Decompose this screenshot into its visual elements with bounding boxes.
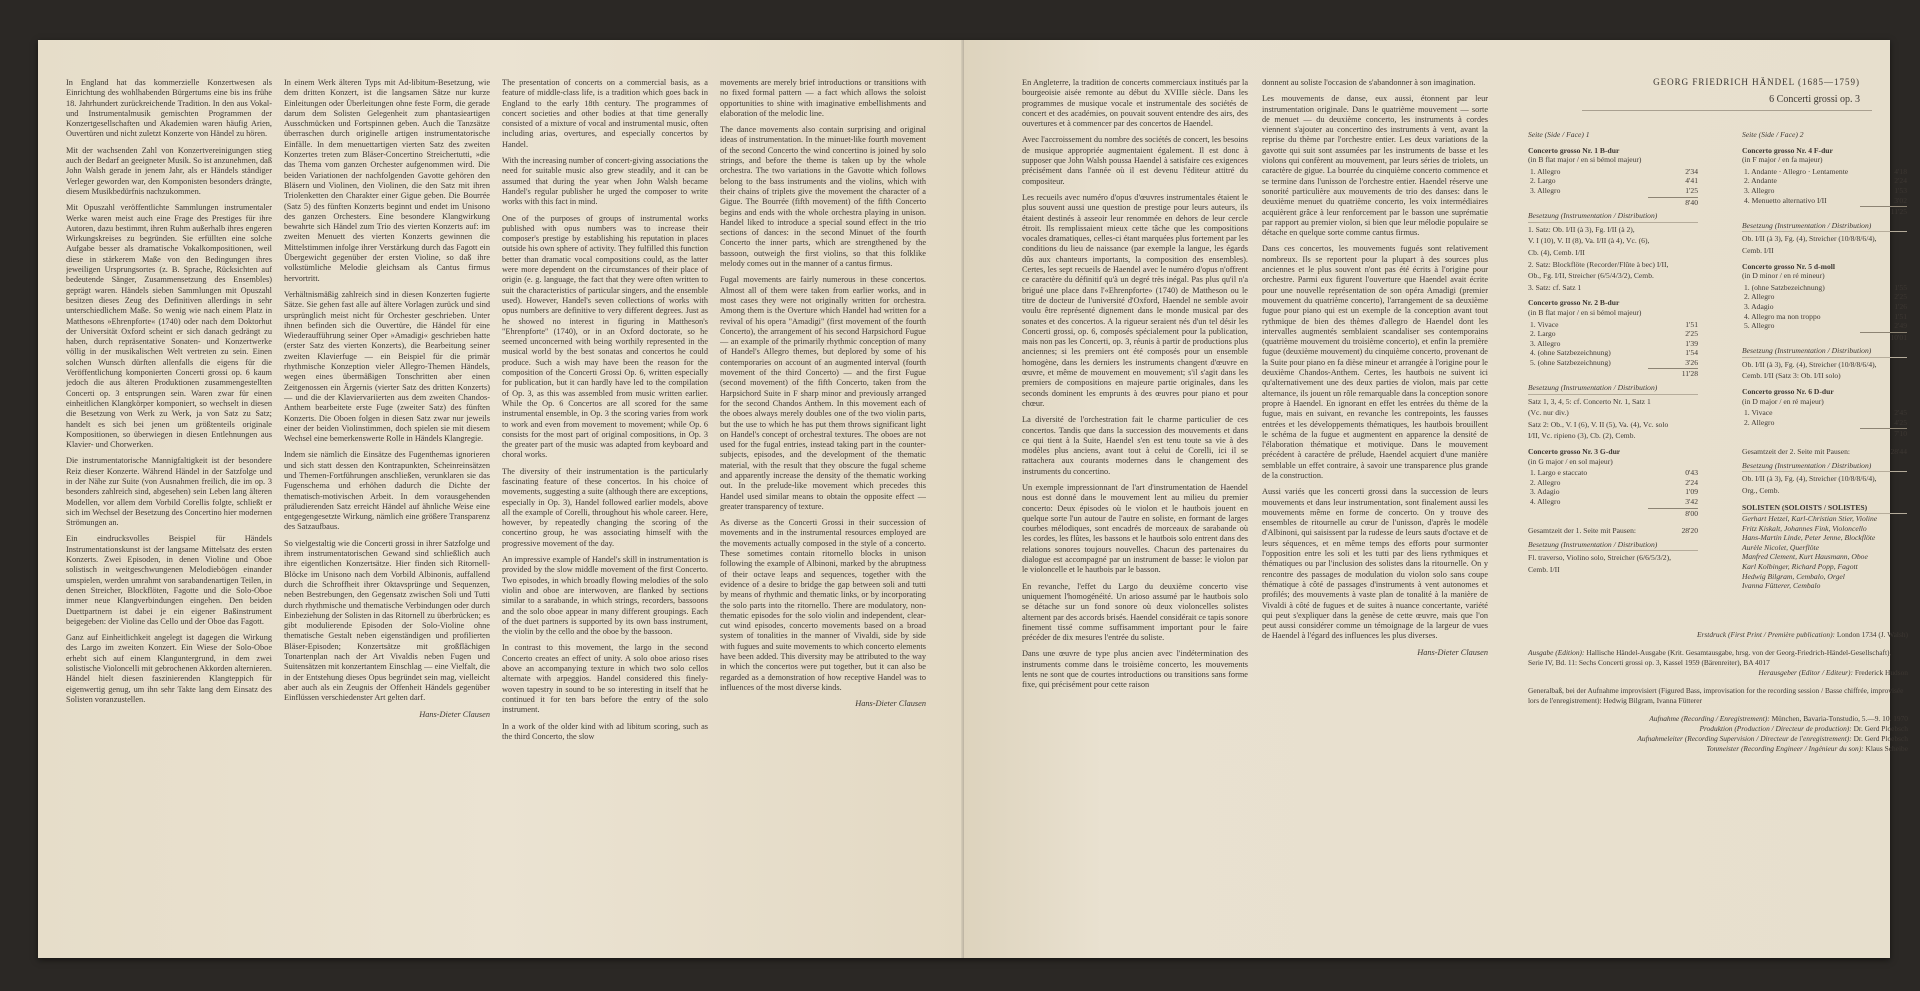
concerto-total: 7'10 xyxy=(1860,428,1907,439)
movement-row xyxy=(1742,292,1907,302)
german-text-column xyxy=(66,78,272,936)
instrumentation-line: Fl. traverso, Violino solo, Streicher (6/6/5/3/2), xyxy=(1528,553,1672,563)
text-paragraph: In contrast to this movement, the largo in the second Concerto creates an effect of unity. A solo oboe arioso rises above an accompanying texture in which two solo cellos alternate with arpeggios. Handel considered this finely-woven tapestry in sound to be so interesting in itself that he continued it for ten bars before the entry of the solo instrument. xyxy=(502,643,708,715)
soloist-entry: Ivanna Fütterer, Cembalo xyxy=(1742,581,1821,591)
instrumentation-line: Ob. I/II (à 3), Fg. (4), Streicher (10/8/8/6/4), xyxy=(1742,474,1877,484)
text-paragraph: Die instrumentatorische Mannigfaltigkeit ist der besondere Reiz dieser Konzerte. Während Händel in der Satzfolge und in der Nähe zur Suite (von Ausnahmen freilich, die im op. 3 besonders zahlreich sind, abgesehen) sein Leben lang älteren Modellen, vor allem dem Vorbild Corellis folgte, schließt er sich im Wechsel der Besetzung des Concertino hier modernen Strömungen an. xyxy=(66,456,272,528)
text-paragraph: movements are merely brief introductions or transitions with no fixed formal pattern — a fact which allows the soloist opportunities to shine with imaginative embellishments and elaboration of the melodic line. xyxy=(720,78,926,118)
movement-title: 2. Allegro xyxy=(1744,417,1775,427)
erstdruck-value: London 1734 (J. Walsh) xyxy=(1836,630,1908,639)
work-title: 6 Concerti grossi op. 3 xyxy=(1769,94,1860,105)
text-paragraph: As diverse as the Concerti Grossi in their succession of movements and in the instrumental resources employed are the movements actually composed in the style of a concerto. These sometimes contain ritornello blocks in unison following the example of Albinoni, marked by the abruptness of their octave leaps and sequences, together with the evidence of a desire to bridge the gap between soli and tutti by means of rhythmic and thematic links, or by incorporating the solo parts into the ritornello. There are modulatory, non-thematic episodes for the solo violin and independent, clear-cut wind episodes, concerto movements based on a broad system of tonalities in the manner of Vivaldi, side by side with fugues and suite movements to which concerto elements have been added. This diversity may be attributed to the way in which the concertos were put together, but it can also be regarded as a demonstration of how receptive Handel was to influences of the most diverse kinds. xyxy=(720,518,926,692)
movement-title: 3. Adagio xyxy=(1744,301,1774,311)
movement-title: 1. Vivace xyxy=(1744,408,1773,418)
soloists-heading: SOLISTEN (SOLOISTS / SOLISTES) xyxy=(1742,503,1907,514)
instrumentation-line: 1. Satz: Ob. I/II (à 3), Fg. I/II (à 2), xyxy=(1528,224,1635,234)
movement-row xyxy=(1528,329,1698,339)
movement-row xyxy=(1528,167,1698,177)
movement-title: 3. Allegro xyxy=(1744,185,1775,195)
movement-duration: 1'26 xyxy=(1894,301,1907,311)
movement-duration: 3'26 xyxy=(1685,357,1698,367)
movement-duration: 3'02 xyxy=(1894,195,1907,205)
movement-duration: 2'24 xyxy=(1894,176,1907,186)
movement-duration: 1'39 xyxy=(1685,338,1698,348)
leitung-label: Aufnahmeleiter (Recording Supervision / Directeur de l'enregistrement): xyxy=(1637,734,1852,743)
soloist-entry: Karl Kolbinger, Richard Popp, Fagott xyxy=(1742,561,1858,571)
text-paragraph: Avec l'accroissement du nombre des sociétés de concert, les besoins de musique appropriée augmentaient également. Il est donc à supposer que John Walsh poussa Haendel à satisfaire ces exigences précisément dans l'année où il est devenu l'éditeur attitré du compositeur. xyxy=(1022,135,1248,186)
concerto-title: Concerto grosso Nr. 5 d-moll xyxy=(1742,261,1836,271)
album-liner-sheet xyxy=(38,40,1908,958)
instrumentation-line: Cemb. I/II (Satz 3: Ob. I/II solo) xyxy=(1742,371,1841,381)
aufnahme-value: München, Bavaria-Tonstudio, 5.—9. 10. 1970 xyxy=(1771,714,1908,723)
recording-credits xyxy=(1528,630,1908,754)
tonmeister-label: Tonmeister (Recording Engineer / Ingénieur du son): xyxy=(1706,744,1864,753)
movement-duration: 2'25 xyxy=(1894,292,1907,302)
author-signature: Hans-Dieter Clausen xyxy=(855,699,926,709)
instrumentation-line: (Vc. nur div.) xyxy=(1528,408,1569,418)
movement-row xyxy=(1528,186,1698,196)
movement-duration: 1'55 xyxy=(1894,282,1907,292)
side-1-listing xyxy=(1528,130,1698,575)
instrumentation-line: Cb. (4), Cemb. I/II xyxy=(1528,247,1585,257)
herausgeber-value: Frederick Hudson xyxy=(1854,668,1908,677)
movement-row xyxy=(1742,408,1907,418)
text-paragraph: The presentation of concerts on a commercial basis, as a feature of middle-class life, is a tradition which goes back in England to the early 18th century. The programmes of concert societies and other bodies at that time generally consisted of a mixture of vocal and instrumental music, often including arias, overtures, and especially concertos by Handel. xyxy=(502,78,708,149)
movement-title: 2. Andante xyxy=(1744,176,1777,186)
concerto-key: (in D major / en ré majeur) xyxy=(1742,396,1824,406)
left-page xyxy=(38,40,964,958)
text-paragraph: The dance movements also contain surprising and original ideas of instrumentation. In the minuet-like fourth movement of the second Concerto the wind concertino is joined by solo strings, and before the theme is taken up by the whole orchestra. The two variations in the Gavotte which follows belong to the bass instruments and the violins, which with their chains of triplets give the movement the character of a Gigue. The Bourrée (fifth movement) of the fifth Concerto begins and ends with the whole orchestra playing in unison. Handel liked to introduce a special sound effect in the trio sections of dances: in the second Minuet of the fourth Concerto the inner parts, which are strengthened by the bassoon, outweigh the first violins, so that this folklike melody comes out in the manner of a cantus firmus. xyxy=(720,125,926,269)
soloist-entry: Aurèle Nicolet, Querflöte xyxy=(1742,542,1819,552)
french-text-column-2 xyxy=(1262,78,1488,936)
movement-row xyxy=(1742,176,1907,186)
text-paragraph: Les recueils avec numéro d'opus d'œuvres instrumentales étaient le plus souvent aussi une question de prestige pour leurs auteurs, ils étaient destinés à asseoir leur renommée en dehors de leur cercle étroit. Ils remplissaient mieux cette tâche que les compositions vocales dramatiques, celles-ci étant marquées plus fortement par les conditions du lieu de naissance (par exemple la langue, les égards dûs aux chanteurs importants, la composition des ensembles). Certes, les sept recueils de Haendel avec le numéro d'opus n'offrent ce caractère du définitif qu'à un degré très inégal. Pas plus qu'il n'a brigué une place dans l'«Ehrenpforte» (1740) de Mattheson ou le titre de docteur de l'université d'Oxford, Haendel ne semble avoir voulu être représenté dignement dans le monde musical par des sonates et des concertos. A la rigueur seraient nés d'un tel désir les Concerti grossi, op. 6, composés spécialement pour la publication, mais non pas les Concerti, op. 3, réunis à partir de productions plus anciennes; si les premiers ont été composés pour un ensemble homogène, dans les derniers les instruments changent d'œuvre en œuvre, et même de mouvement en mouvement; s'il s'agit dans les premiers de compositions en majeure partie originales, dans les seconds dominent les emprunts à des œuvres pour piano et pour chœur. xyxy=(1022,192,1248,408)
movement-row xyxy=(1742,167,1907,177)
side-label: Seite (Side / Face) 2 xyxy=(1742,130,1804,139)
side-total-value: 28'20 xyxy=(1681,526,1698,536)
side-total-value: 28'44 xyxy=(1890,447,1907,457)
english-text-column xyxy=(502,78,708,936)
text-paragraph: Mit der wachsenden Zahl von Konzertvereinigungen stieg auch der Bedarf an geeigneter Musik. So ist anzunehmen, daß John Walsh gerade in jenem Jahr, als er Händels ständiger Verleger geworden war, den Komponisten besonders drängte, diesem Musikbedürfnis nachzukommen. xyxy=(66,145,272,196)
text-paragraph: Ganz auf Einheitlichkeit angelegt ist dagegen die Wirkung des Largo im zweiten Konzert. Ein Wiese der Solo-Oboe erhebt sich auf einem Klanguntergrund, in dem zwei solistische Violoncelli mit gebrochenen Akkorden alternieren. Händel hielt diesen faszinierenden Klangteppich für eigenwertig genug, um ihn sehr Takte lang dem Einsatz des Solisten voranzustellen. xyxy=(66,633,272,704)
header-rule xyxy=(1582,110,1872,111)
soloist-entry: Manfred Clement, Kurt Hausmann, Oboe xyxy=(1742,552,1868,562)
movement-title: 5. (ohne Satzbezeichnung) xyxy=(1530,357,1611,367)
text-paragraph: Dans ces concertos, les mouvements fugués sont relativement nombreux. Ils se reportent pour la plupart à des sources plus anciennes et le plus souvent n'ont pas été écrits à l'origine pour orchestre. Parmi eux figurent l'ouverture que Haendel avait écrite pour une nouvelle représentation de son opéra Amadigi (premier mouvement du quatrième concerto), l'arrangement de sa deuxième fugue pour piano qui est un exemple de la conception avant tout rythmique de bien des thèmes d'allegro de Haendel dont les intervalles augmentés semblaient scandaliser ses contemporains (quatrième mouvement du troisième concerto), et enfin la première fugue (deuxième mouvement) du cinquième concerto, provenant de la Suite pour piano en fa dièse mineur et arrangée à l'origine pour le deuxième Chandos-Anthem. Certes, les hautbois ne suivent ici qu'alternativement une des deux parties de violon, mais par cette alternance, ils jouent un rôle remarquable dans la conception sonore propre à Haendel. En ignorant en effet les entrées du thème de la fugue, mais en suivant, en revanche les contrepoints, les fausses entrées et les développements thématiques, les hautbois brouillent le schéma de la fugue et augmentent en apparence la densité de l'élaboration thématique et motivique. Dans le mouvement précédent à caractère de prélude, Haendel acquiert d'une manière semblable un effet contraire, à savoir une transparence plus grande de la construction. xyxy=(1262,244,1488,480)
composer-heading: GEORG FRIEDRICH HÄNDEL (1685—1759) xyxy=(1653,77,1860,87)
instrumentation-line: Satz 1, 3, 4, 5: cf. Concerto Nr. 1, Satz 1 xyxy=(1528,396,1651,406)
text-paragraph: Aussi variés que les concerti grossi dans la succession de leurs mouvements et dans leur instrumentation, sont finalement aussi les mouvements même en forme de concerto. On y trouve des ensembles de ritournelle au cœur de l'unisson, d'après le modèle d'Albinoni, qui saisissent par la rudesse de leurs sauts d'octave et de leurs séquences, et en même temps des efforts pour surmonter l'opposition entre les soli et les tutti par des liens rythmiques et thématiques ou par l'inclusion des solistes dans la ritournelle. On y rencontre des passages de modulation du violon solo sans coupe thématique à côté de passages d'instruments à vent autonomes et profilés; des mouvements à vaste plan de tonalité à la manière de Vivaldi à côté de fugues et de suites à nuance concertante, variété qui peut s'expliquer dans la genèse de cette œuvre, mais que l'on peut aussi considérer comme un témoignage de la largeur de vues de Haendel à l'égard des influences les plus diverses. xyxy=(1262,487,1488,641)
side-total-row xyxy=(1528,526,1698,536)
concerto-key: (in D minor / en ré mineur) xyxy=(1742,271,1825,281)
movement-duration: 1'51 xyxy=(1685,319,1698,329)
movement-duration: 1'53 xyxy=(1894,185,1907,195)
movement-title: 3. Adagio xyxy=(1530,487,1560,497)
herausgeber-label: Herausgeber (Editor / Editeur): xyxy=(1758,668,1853,677)
movement-title: 3. Allegro xyxy=(1530,338,1561,348)
movement-title: 1. (ohne Satzbezeichnung) xyxy=(1744,282,1825,292)
movement-row xyxy=(1742,186,1907,196)
concerto-total: 10'01 xyxy=(1860,332,1907,343)
instrumentation-line: 3. Satz: cf. Satz 1 xyxy=(1528,282,1582,292)
instrumentation-line: Org., Cemb. xyxy=(1742,485,1780,495)
instrumentation-line: Ob. I/II (à 3), Fg. (4), Streicher (10/8/8/6/4), xyxy=(1742,359,1877,369)
concerto-total: 11'25 xyxy=(1860,206,1907,217)
concerto-total: 8'00 xyxy=(1648,508,1698,519)
instrumentation-heading: Besetzung (Instrumentation / Distribution) xyxy=(1528,211,1698,223)
movement-row xyxy=(1528,320,1698,330)
erstdruck-label: Erstdruck (First Print / Première publication): xyxy=(1697,630,1836,639)
instrumentation-line: Ob. I/II (à 3), Fg. (4), Streicher (10/8/8/6/4), xyxy=(1742,234,1877,244)
aufnahme-label: Aufnahme (Recording / Enregistrement): xyxy=(1649,714,1770,723)
concerto-title: Concerto grosso Nr. 1 B-dur xyxy=(1528,145,1620,155)
instrumentation-line: Cemb. I/II xyxy=(1528,564,1560,574)
side-total-label: Gesamtzeit der 2. Seite mit Pausen: xyxy=(1742,447,1850,457)
produktion-value: Dr. Gerd Ploebsch xyxy=(1853,724,1908,733)
movement-title: 2. Allegro xyxy=(1530,477,1561,487)
author-signature: Hans-Dieter Clausen xyxy=(1417,647,1488,657)
text-paragraph: En revanche, l'effet du Largo du deuxième concerto vise uniquement l'homogénéité. Un arioso assumé par le hautbois solo se détache sur un fond sonore où deux violoncelles solistes alternent par des accords brisés. Haendel considérait ce tapis sonore finement tissé comme suffisamment important pour le faire précéder de dix mesures l'entrée du soliste. xyxy=(1022,581,1248,643)
text-paragraph: La diversité de l'orchestration fait le charme particulier de ces concertos. Tandis que dans la succession des mouvements et dans ce qui tient à la Suite, Haendel s'en est tenu toute sa vie à des modèles plus anciens, avant tout à celui de Corelli, ici il se rattachera aux courants modernes dans le changement des instruments du concertino. xyxy=(1022,415,1248,476)
french-text-column xyxy=(1022,78,1248,936)
movement-row xyxy=(1742,418,1907,428)
text-paragraph: In einem Werk älteren Typs mit Ad-libitum-Besetzung, wie dem dritten Konzert, ist die langsamen Sätze nur kurze Einleitungen oder Überleitungen ohne feste Form, die gerade darum dem Solisten Gelegenheit zum phantasieartigen Ausschmücken und Fortspinnen geben. Auch die Tanzsätze überraschen durch originelle artigen instrumentatorische Einfälle. In dem menuettartigen vierten Satz des zweiten Konzertes treten zum Bläser-Concertino Streichertutti, »die das Thema vom ganzen Orchester aufgenommen wird. Die beiden Variationen der nachfolgenden Gavotte gehören den Bläsern und Violinen, den Violinen, die den Satz mit ihren Triolenketten den Charakter einer Gigue geben. Die Bourrée (Satz 5) des fünften Konzerts beginnt und endet im Unisono des ganzen Orchesters. Eine besondere Klangwirkung bewahrte sich Händel zum Trio des vierten Konzerts auf: im zweiten Menuett des vierten Konzerts gewinnen die Mittelstimmen infolge ihrer Verstärkung durch das Fagott ein Übergewicht gegenüber der ersten Violine, so daß ihre volkstümliche Melodie gleichsam als Cantus firmus hervortritt. xyxy=(284,78,490,283)
movement-title: 1. Andante · Allegro · Lentamente xyxy=(1744,166,1849,176)
movement-duration: 4'18 xyxy=(1894,166,1907,176)
german-text-column-2 xyxy=(284,78,490,936)
movement-duration: 1'54 xyxy=(1685,348,1698,358)
text-paragraph: donnent au soliste l'occasion de s'abandonner à son imagination. xyxy=(1262,78,1476,87)
instrumentation-line: Cemb. I/II xyxy=(1742,245,1774,255)
text-paragraph: Dans une œuvre de type plus ancien avec l'indétermination des instruments comme dans le troisième concerto, les mouvements lents ne sont que de courtes introductions ou transitions sans forme fixe, qui précisément pour cette raison xyxy=(1022,649,1248,690)
movement-row xyxy=(1742,196,1907,206)
text-paragraph: An impressive example of Handel's skill in instrumentation is provided by the slow middle movement of the first Concerto. Two episodes, in which broadly flowing melodies of the solo violin and oboe are interwoven, are flanked by sections similar to a sarabande, in which strings, recorders, bassoons and the solo oboe appear in many different groupings. Each of the duet partners is supported by its own bass instrument, the violin by the cello and the oboe by the bassoon. xyxy=(502,555,708,637)
side-total-label: Gesamtzeit der 1. Seite mit Pausen: xyxy=(1528,526,1636,536)
side-2-listing xyxy=(1742,130,1907,591)
concerto-key: (in B flat major / en si bémol majeur) xyxy=(1528,307,1642,317)
ausgabe-value: Hallische Händel-Ausgabe (Krit. Gesamtausgabe, hrsg. von der Georg-Friedrich-Händel-Gesellschaft), Serie IV, Bd. 11: Sechs Concerti grossi op. 3, Kassel 1959 (Bärenreiter), BA 4017 xyxy=(1528,648,1892,667)
movement-title: 5. Allegro xyxy=(1744,321,1775,331)
produktion-label: Produktion (Production / Directeur de production): xyxy=(1699,724,1852,733)
text-paragraph: One of the purposes of groups of instrumental works published with opus numbers was to increase their composer's prestige by establishing his reputation in places outside his own sphere of activity. They fulfilled this function better than dramatic vocal compositions could, as the latter were more dependent on the circumstances of their place of origin (e. g. language, the fact that they were often written to suit the characteristics of particular singers, and the ensemble used). However, Handel's seven collections of works with opus numbers are definitive to very different degrees. Just as he showed no interest in figuring in Mattheson's "Ehrenpforte" (1740), or in an Oxford doctorate, so he seemed unconcerned with being worthily represented in the musical world by the best sonatas and concertos he could produce. Such a wish may have been the reason for the composition of the Concerti Grossi Op. 6, written especially for publication, but it can hardly have led to the compilation of Op. 3, as this was assembled from music written earlier. While the Op. 6 Concertos are all scored for the same instrumental ensemble, in Op. 3 the scoring varies from work to work and even from movement to movement; while Op. 6 consists for the most part of original compositions, in Op. 3 the greater part of the music was adapted from keyboard and choral works. xyxy=(502,213,708,460)
movement-row xyxy=(1528,478,1698,488)
movement-title: 1. Largo e staccato xyxy=(1530,468,1588,478)
text-paragraph: Un exemple impressionnant de l'art d'instrumentation de Haendel nous est donné dans le mouvement lent au milieu du premier concerto: Deux épisodes où le violon et le hautbois jouent en quelque sorte l'un autour de l'autre en soliste, en formant de larges courbes mélodiques, sont encadrés de morceaux de sarabande où les cordes, les flûtes, les bassons et le hautbois solo entrent dans des relations sonores toujours nouvelles. Chacun des partenaires du dialogue est accompagné par un instrument de basse: le violon par le violoncelle et le hautbois par le basson. xyxy=(1022,482,1248,575)
movement-title: 4. Allegro ma non troppo xyxy=(1744,311,1821,321)
concerto-key: (in G major / en sol majeur) xyxy=(1528,456,1613,466)
movement-row xyxy=(1528,176,1698,186)
movement-duration: 1'09 xyxy=(1685,487,1698,497)
movement-title: 4. (ohne Satzbezeichnung) xyxy=(1530,348,1611,358)
text-paragraph: In England hat das kommerzielle Konzertwesen als Einrichtung des wohlhabenden Bürgertums eine bis ins frühe 18. Jahrhundert zurückreichende Tradition. In den aus Vokal- und Instrumentalmusik gemischten Programmen der Konzertgesellschaften und Akademien waren häufig Arien, Ouvertüren und nicht zuletzt Konzerte von Händel zu hören. xyxy=(66,78,272,139)
text-paragraph: Verhältnismäßig zahlreich sind in diesen Konzerten fugierte Sätze. Sie gehen fast alle auf ältere Vorlagen zurück und sind ursprünglich meist nicht für Orchester geschrieben. Unter ihnen befinden sich die Ouvertüre, die Händel für eine Wiederaufführung seiner Oper »Amadigi« geschrieben hatte (erster Satz des vierten Konzerts), die Bearbeitung seiner zweiten Klavierfuge — ein Beispiel für die primär rhythmische Konzeption vieler Allegro-Themen Händels, wegen eines übermäßigen Tonschritten aber einen Zeitgenossen ein Ärgernis (vierter Satz des dritten Konzerts) — und die der Klaviervariierten aus dem zweiten Chandos-Anthem bearbeitete erste Fuge (zweiter Satz) des fünften Konzerts. Die Oboen folgen in diesen Satz zwar nur jeweils einer der beiden Violinstimmen, doch spielen sie mit diesem Wechsel eine bemerkenswerte Rolle in Händels Klangregie. xyxy=(284,289,490,444)
instrumentation-heading: Besetzung (Instrumentation / Distribution) xyxy=(1528,383,1698,395)
movement-duration: 0'43 xyxy=(1685,468,1698,478)
track-header xyxy=(1582,76,1860,106)
movement-duration: 4'25 xyxy=(1894,417,1907,427)
movement-title: 2. Allegro xyxy=(1744,292,1775,302)
movement-duration: 2'24 xyxy=(1685,477,1698,487)
instrumentation-line: Ob., Fg. I/II, Streicher (6/5/4/3/2), Cemb. xyxy=(1528,271,1654,281)
instrumentation-heading: Besetzung (Instrumentation / Distribution) xyxy=(1528,540,1698,552)
movement-row xyxy=(1528,339,1698,349)
tonmeister-value: Klaus Scheibe xyxy=(1865,744,1908,753)
movement-duration: 1'25 xyxy=(1685,185,1698,195)
text-paragraph: Indem sie nämlich die Einsätze des Fugenthemas ignorieren und sich statt dessen den Kontrapunkten, Scheinreinsätzen und Themen-Fortführungen anschließen, verunklaren sie das Fugenschema und erhöhen dadurch die Dichte der thematisch-motivischen Arbeit. In dem vorausgehenden präludierenden Satz erreicht Händel auf ähnliche Weise eine entgegengesetzte Wirkung, nämlich eine größere Transparenz des Satzaufbaus. xyxy=(284,450,490,532)
movement-duration: 2'49 xyxy=(1894,321,1907,331)
instrumentation-line: 2. Satz: Blockflöte (Recorder/Flûte à bec) I/II, xyxy=(1528,259,1669,269)
movement-row xyxy=(1528,487,1698,497)
text-paragraph: Les mouvements de danse, eux aussi, étonnent par leur instrumentation originale. Dans le quatrième mouvement — sorte de menuet — du deuxième concerto, les instruments à cordes viennent s'ajouter au concertino des instruments à vent, avant la reprise du thème par l'orchestre entier. Les deux variations de la gavotte qui suit sont assumées par les instruments de basse et les violons qui confèrent au mouvement, par leurs séries de triolets, un caractère de gigue. La bourrée du cinquième concerto commence et se termine dans l'unisson de l'orchestre entier. Haendel réserve une sonorité particulière aux mouvements de trio des danses: dans le deuxième menuet du quatrième concerto, les voix intermédiaires acquièrent grâce à leur renforcement par le basson une suprématie par rapport au premier violon, si bien que leur mélodie populaire se détache en quelque sorte comme cantus firmus. xyxy=(1262,94,1488,238)
movement-row xyxy=(1528,348,1698,358)
text-paragraph: With the increasing number of concert-giving associations the need for suitable music also grew steadily, and it can be assumed that during the year when John Walsh became Handel's regular publisher he urged the composer to write works with this fact in mind. xyxy=(502,156,708,207)
movement-duration: 1'51 xyxy=(1894,311,1907,321)
instrumentation-heading: Besetzung (Instrumentation / Distribution) xyxy=(1742,221,1907,233)
movement-row xyxy=(1742,321,1907,331)
movement-row xyxy=(1528,497,1698,507)
soloist-entry: Hedwig Bilgram, Cembalo, Orgel xyxy=(1742,571,1845,581)
side-label: Seite (Side / Face) 1 xyxy=(1528,130,1590,139)
instrumentation-heading: Besetzung (Instrumentation / Distribution) xyxy=(1742,346,1907,358)
text-paragraph: The diversity of their instrumentation is the particularly fascinating feature of these concertos. In his choice of movements, suggesting a suite (although there are exceptions, especially in Op. 3), Handel followed earlier models, above all the example of Corelli, throughout his whole career. Here, however, by repeatedly changing the scoring of the concertino group, he was associating himself with the progressive movement of the day. xyxy=(502,466,708,548)
concerto-total: 11'28 xyxy=(1648,368,1698,379)
movement-title: 1. Vivace xyxy=(1530,319,1559,329)
text-paragraph: Ein eindrucksvolles Beispiel für Händels Instrumentationskunst ist der langsame Mittelsatz des ersten Konzerts. Zwei Episoden, in denen Violine und Oboe solistisch in weitgeschwungenen Melodiebögen einander umspielen, werden umrahmt von sarabandenartigen Teilen, in denen Streicher, Blockflöten, Fagotte und die Solo-Oboe immer neue Klangverbindungen eingehen. Den beiden Duettpartnern ist dabei je ein eigener Baßinstrument beigegeben: der Violine das Cello und der Oboe das Fagott. xyxy=(66,534,272,626)
movement-row xyxy=(1742,302,1907,312)
movement-row xyxy=(1528,358,1698,368)
author-signature: Hans-Dieter Clausen xyxy=(419,709,490,719)
ausgabe-label: Ausgabe (Edition): xyxy=(1528,648,1585,657)
english-text-column-2 xyxy=(720,78,926,936)
movement-title: 2. Largo xyxy=(1530,176,1556,186)
concerto-key: (in F major / en fa majeur) xyxy=(1742,155,1823,165)
leitung-value: Dr. Gerd Ploebsch xyxy=(1853,734,1908,743)
movement-title: 3. Allegro xyxy=(1530,185,1561,195)
soloist-entry: Hans-Martin Linde, Peter Jenne, Blockflöte xyxy=(1742,533,1876,543)
movement-title: 2. Largo xyxy=(1530,329,1556,339)
soloist-entry: Gerhart Hetzel, Karl-Christian Stier, Violine xyxy=(1742,514,1878,523)
concerto-key: (in B flat major / en si bémol majeur) xyxy=(1528,155,1642,165)
movement-duration: 3'42 xyxy=(1685,497,1698,506)
text-paragraph: En Angleterre, la tradition de concerts commerciaux institués par la bourgeoisie aisée remonte au début du XVIIIe siècle. Dans les programmes de musique vocale et instrumentale des sociétés de concert et des académies, on pouvait souvent entendre des airs, des ouvertures et à commencer par des concertos de Haendel. xyxy=(1022,78,1248,129)
text-paragraph: In a work of the older kind with ad libitum scoring, such as the third Concerto, the slow xyxy=(502,721,708,741)
movement-row xyxy=(1742,312,1907,322)
movement-row xyxy=(1528,468,1698,478)
concerto-title: Concerto grosso Nr. 4 F-dur xyxy=(1742,145,1833,155)
movement-duration: 2'34 xyxy=(1685,166,1698,176)
soloist-entry: Fritz Kiskalt, Johannes Fink, Violoncello xyxy=(1742,523,1867,533)
concerto-total: 8'40 xyxy=(1648,197,1698,208)
concerto-title: Concerto grosso Nr. 3 G-dur xyxy=(1528,447,1621,457)
generalbass-note: Generalbaß, bei der Aufnahme improvisiert (Figured Bass, improvisation for the recording session / Basse chiffrée, improvisée lors de l'enregistrement): Hedwig Bilgram, Ivanna Fütterer xyxy=(1528,686,1904,705)
movement-duration: 4'41 xyxy=(1685,176,1698,186)
side-total-row xyxy=(1742,447,1907,457)
instrumentation-heading: Besetzung (Instrumentation / Distribution) xyxy=(1742,461,1907,473)
movement-title: 1. Allegro xyxy=(1530,166,1561,176)
movement-title: 4. Menuetto alternativo I/II xyxy=(1744,195,1827,205)
instrumentation-line: Satz 2: Ob., V. I (6), V. II (5), Va. (4), Vc. solo xyxy=(1528,419,1669,429)
movement-title: 4. Allegro xyxy=(1530,497,1561,506)
instrumentation-line: I/II, Vc. ripieno (3), Cb. (2), Cemb. xyxy=(1528,431,1636,441)
text-paragraph: So vielgestaltig wie die Concerti grossi in ihrer Satzfolge und ihrem instrumentatorischen Gewand sind schließlich auch ihre eigentlichen Konzertsätze. Hier finden sich Ritornell-Blöcke im Unisono nach dem Vorbild Albinonis, auffallend durch die Schroffheit ihrer Oktavsprünge und Sequenzen, neben Bestrebungen, den Gegensatz zwischen Soli und Tutti durch rhythmische und thematische Verbindungen oder durch Einbeziehung der Solisten in das Ritornell zu überbrücken; es gibt modulierende Episoden der Solo-Violine ohne thematische Gestalt neben eigenständigen und profilierten Bläser-Episoden; Konzertsätze mit großflächigen Tonartenplan nach der Art Vivaldis neben Fugen und Suitensätzen mit konzertantem Einschlag — eine Vielfalt, die in der Entstehung dieses Opus begründet sein mag, vielleicht aber auch als ein Zeugnis der Offenheit Händels gegenüber Einflüssen verschiedenster Art gelten darf. xyxy=(284,538,490,703)
movement-row xyxy=(1742,283,1907,293)
movement-duration: 2'25 xyxy=(1685,329,1698,339)
concerto-title: Concerto grosso Nr. 6 D-dur xyxy=(1742,387,1834,397)
concerto-title: Concerto grosso Nr. 2 B-dur xyxy=(1528,298,1620,308)
instrumentation-line: V. I (10), V. II (8), Va. I/II (à 4), Vc. (6), xyxy=(1528,236,1650,246)
text-paragraph: Mit Opuszahl veröffentlichte Sammlungen instrumentaler Werke waren meist auch eine Frage des Prestiges für ihre Autoren, dazu bestimmt, ihren Ruhm außerhalb ihres engeren Wirkungskreises zu begründen. Sie erfüllten eine solche Aufgabe besser als dramatische Vokalkompositionen, weil diese in stärkerem Maße von den Bedingungen ihres jeweiligen Ursprungsortes (z. B. Sprache, Rücksichten auf bedeutende Sänger, Zusammensetzung des Ensembles) geprägt waren. Händels sieben Sammlungen mit Opuszahl besitzen dieses Zeug des Definitiven allerdings in sehr unterschiedlichem Maße. So wenig wie nach einem Platz in Matthesons »Ehrenpforte« (1740) oder nach dem Doktorhut der Universität Oxford scheint er sich danach gedrängt zu haben, durch repräsentative Sonaten- und Konzertwerke völlig in der musikalischen Welt vertreten zu sein. Einen solchen Wunsch dürften allenfalls die eigens für die Veröffentlichung komponierten Concerti grossi op. 6 kaum jedoch die aus älteren Produktionen zusammengestellten Concerti op. 3 entsprungen sein. Waren zwar für einen einheitlichen Klangkörper komponiert, so wechselt in diesen die Besetzung von Werk zu Werk, ja von Satz zu Satz; handelt es sich bei jenen um größtenteils originale Kompositionen, so überwiegen in diesen Entlehnungen aus Klavier- und Chorwerken. xyxy=(66,203,272,450)
movement-duration: 2'45 xyxy=(1894,408,1907,418)
text-paragraph: Fugal movements are fairly numerous in these concertos. Almost all of them were taken from earlier works, and in most cases they were not originally written for orchestra. Among them is the Overture which Handel had written for a revival of his opera "Amadigi" (first movement of the fourth Concerto), the arrangement of his second Harpsichord Fugue — an example of the primarily rhythmic conception of many of Handel's Allegro themes, but deplored by some of his contemporaries on account of an augmented interval (fourth movement of the third Concerto) — and the first Fugue (second movement) of the fifth Concerto, taken from the Harpsichord Suite in F sharp minor and previously arranged for the second Chandos Anthem. In this movement each of the oboes always merely doubles one of the two violin parts, but the use to which he has put them throws significant light on Handel's concept of orchestral textures. The oboes are not used for the fugal entries, instead taking part in the counter-subjects, episodes, and the development of the thematic material, with the result that they obscure the fugal scheme and apparently increase the density of the thematic working out. In the prelude-like movement which precedes this Handel used similar means to obtain the opposite effect — greater transparency of texture. xyxy=(720,275,926,511)
